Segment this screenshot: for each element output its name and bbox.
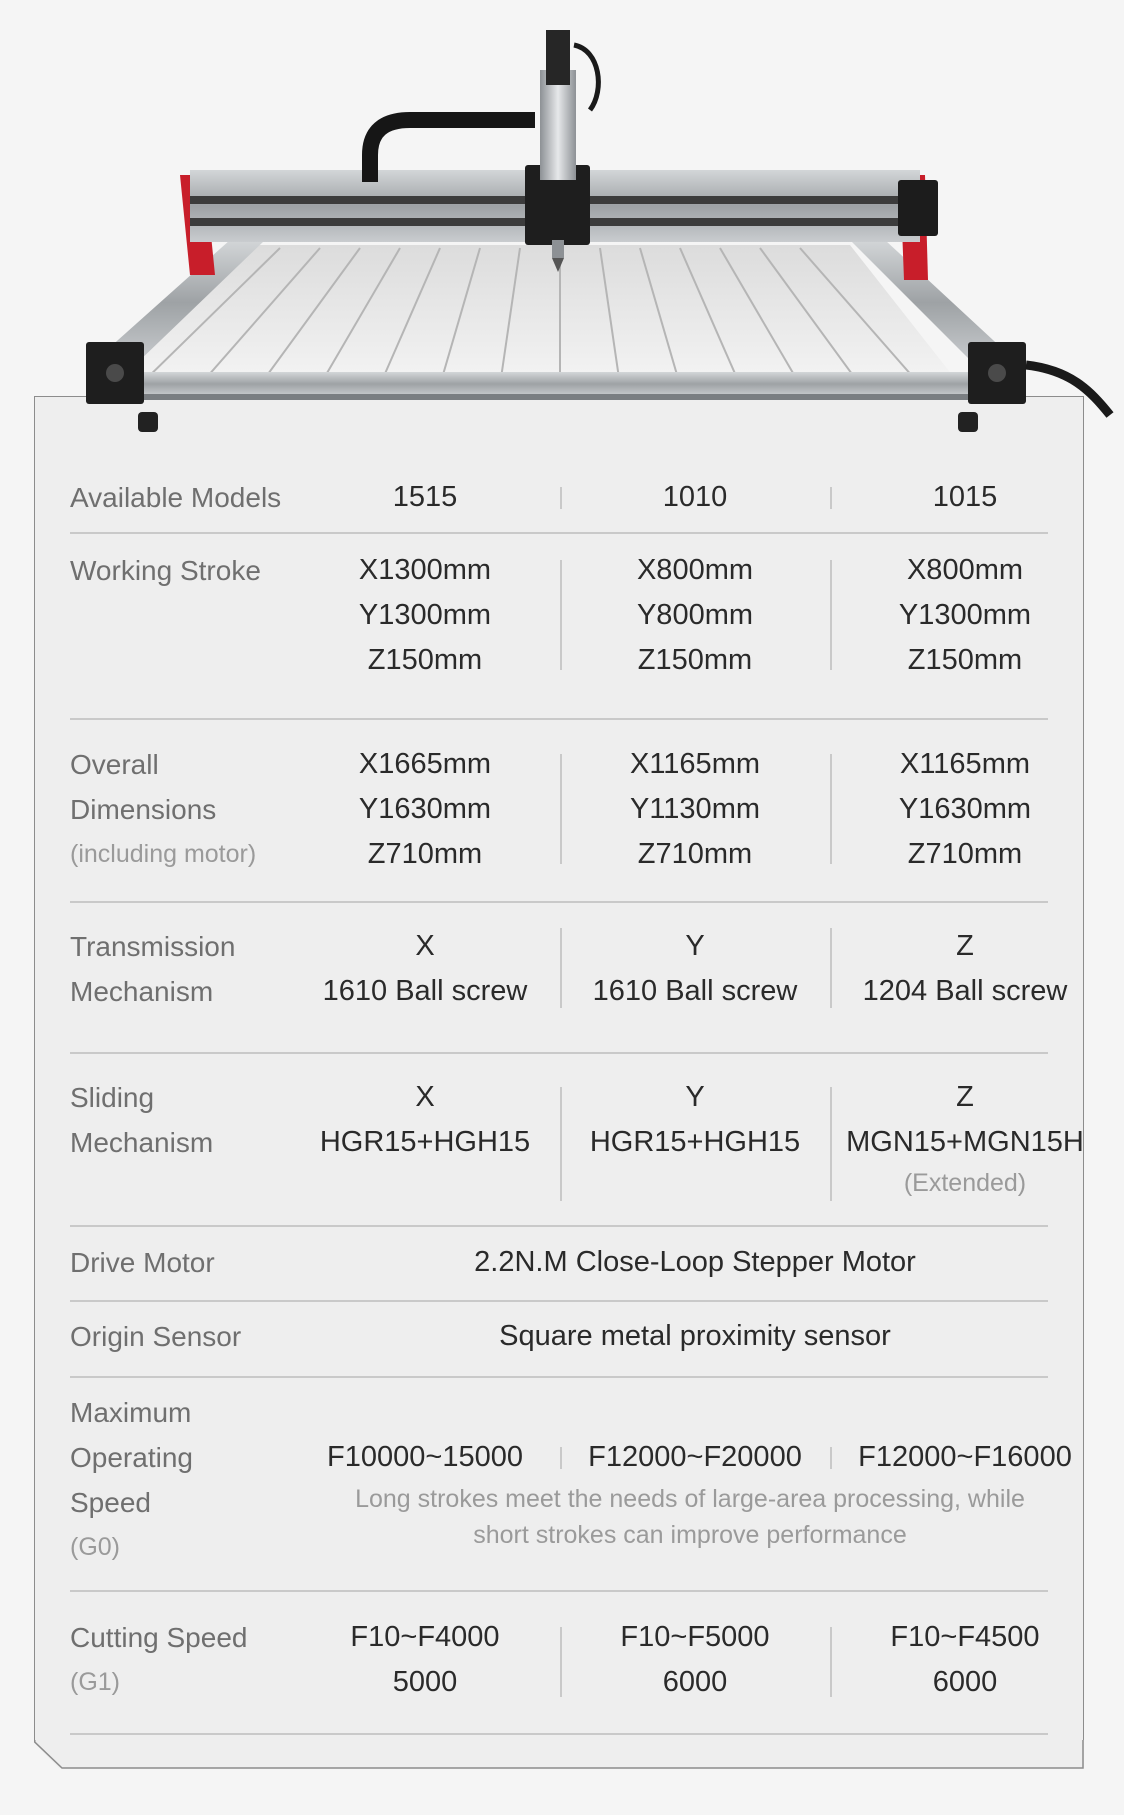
description-line: short strokes can improve performance <box>473 1521 907 1549</box>
cnc-router-machine <box>80 20 1120 450</box>
ball-screw-value: 1610 Ball screw <box>592 975 798 1007</box>
row-divider <box>70 1590 1048 1592</box>
label-overall-dimensions <box>70 742 256 877</box>
maxspeed-1015: F12000~F16000 <box>858 1441 1072 1473</box>
row-working-stroke <box>70 548 1048 688</box>
row-divider <box>70 1376 1048 1378</box>
dims-x: X1665mm <box>358 748 492 780</box>
axis-label: X <box>415 930 435 962</box>
extended-note: (Extended) <box>903 1169 1027 1197</box>
label-working-stroke: Working Stroke <box>70 555 261 586</box>
origin-sensor-value: Square metal proximity sensor <box>499 1320 891 1352</box>
label-origin-sensor: Origin Sensor <box>70 1321 242 1352</box>
transmission-x <box>290 924 560 1014</box>
label-cutting-speed <box>70 1615 247 1705</box>
column-divider <box>560 928 562 1008</box>
stroke-z: Z150mm <box>637 644 753 676</box>
row-divider <box>70 901 1048 903</box>
row-cutting-speed <box>70 1615 1048 1715</box>
cutting-1010 <box>560 1615 830 1705</box>
label-drive-motor: Drive Motor <box>70 1247 215 1278</box>
model-1515: 1515 <box>392 481 458 513</box>
label-line: Maximum <box>70 1397 192 1428</box>
stroke-y: Y1300mm <box>358 599 492 631</box>
column-divider <box>830 487 832 509</box>
cutting-1015 <box>830 1615 1100 1705</box>
drive-motor-value: 2.2N.M Close-Loop Stepper Motor <box>474 1246 916 1278</box>
axis-label: Y <box>685 930 705 962</box>
stroke-y: Y800mm <box>636 599 754 631</box>
row-overall-dimensions <box>70 742 1048 882</box>
cutting-range: F10~F4000 <box>350 1621 500 1653</box>
axis-label: Z <box>956 1081 974 1113</box>
label-sliding-mechanism <box>70 1075 213 1165</box>
column-divider <box>560 1447 562 1469</box>
row-divider <box>70 718 1048 720</box>
row-transmission-mechanism <box>70 924 1068 1034</box>
row-origin-sensor <box>70 1314 1048 1364</box>
stroke-z: Z150mm <box>367 644 483 676</box>
sliding-z <box>830 1075 1100 1201</box>
column-divider <box>560 754 562 864</box>
ball-screw-value: 1204 Ball screw <box>862 975 1068 1007</box>
label-line: Speed <box>70 1487 151 1518</box>
label-line: Cutting Speed <box>70 1622 248 1653</box>
dims-z: Z710mm <box>907 838 1023 870</box>
stroke-1015 <box>830 548 1100 683</box>
dims-1010 <box>560 742 830 877</box>
column-divider <box>830 1087 832 1201</box>
dims-1515 <box>290 742 560 877</box>
speed-description <box>310 1481 1070 1553</box>
column-divider <box>560 560 562 670</box>
stroke-x: X800mm <box>636 554 754 586</box>
sliding-x <box>290 1075 560 1165</box>
row-divider <box>70 1052 1048 1054</box>
label-note: (G0) <box>70 1533 120 1561</box>
axis-label: Y <box>685 1081 705 1113</box>
dims-1015 <box>830 742 1100 877</box>
cutting-1515 <box>290 1615 560 1705</box>
stroke-1515 <box>290 548 560 683</box>
column-divider <box>830 928 832 1008</box>
label-line: Sliding <box>70 1082 155 1113</box>
dims-y: Y1630mm <box>898 793 1032 825</box>
sliding-y <box>560 1075 830 1165</box>
ball-screw-value: 1610 Ball screw <box>322 975 528 1007</box>
model-1010: 1010 <box>662 481 728 513</box>
label-transmission-mechanism <box>70 924 235 1014</box>
dims-y: Y1130mm <box>629 793 761 825</box>
row-divider <box>70 532 1048 534</box>
guide-rail-value: MGN15+MGN15H <box>846 1126 1084 1158</box>
row-divider <box>70 1300 1048 1302</box>
row-drive-motor <box>70 1240 1048 1290</box>
dims-y: Y1630mm <box>358 793 492 825</box>
cutting-max: 5000 <box>392 1666 458 1698</box>
cutting-range: F10~F4500 <box>890 1621 1040 1653</box>
row-divider <box>70 1733 1048 1735</box>
description-line: Long strokes meet the needs of large-area processing, while <box>355 1485 1025 1513</box>
column-divider <box>560 1627 562 1697</box>
guide-rail-value: HGR15+HGH15 <box>319 1126 531 1158</box>
axis-label: X <box>415 1081 435 1113</box>
column-divider <box>560 1087 562 1201</box>
column-divider <box>830 560 832 670</box>
axis-label: Z <box>956 930 974 962</box>
column-divider <box>560 487 562 509</box>
stroke-z: Z150mm <box>907 644 1023 676</box>
dims-x: X1165mm <box>899 748 1031 780</box>
column-divider <box>830 754 832 864</box>
label-line: Operating <box>70 1442 193 1473</box>
maxspeed-1010: F12000~F20000 <box>588 1441 802 1473</box>
cutting-max: 6000 <box>662 1666 728 1698</box>
label-max-operating-speed <box>70 1390 193 1570</box>
stroke-x: X1300mm <box>358 554 492 586</box>
model-1015: 1015 <box>932 481 998 513</box>
cutting-max: 6000 <box>932 1666 998 1698</box>
label-line: Dimensions <box>70 794 217 825</box>
dims-z: Z710mm <box>367 838 483 870</box>
row-sliding-mechanism <box>70 1075 1084 1215</box>
dims-z: Z710mm <box>637 838 753 870</box>
row-divider <box>70 1225 1048 1227</box>
card-bottom-edge <box>34 1740 1084 1770</box>
row-max-operating-speed <box>70 1390 1072 1570</box>
column-divider <box>830 1627 832 1697</box>
column-divider <box>830 1447 832 1469</box>
stroke-x: X800mm <box>906 554 1024 586</box>
dims-x: X1165mm <box>629 748 761 780</box>
label-note: (G1) <box>70 1668 120 1696</box>
label-line: Mechanism <box>70 976 214 1007</box>
maxspeed-1515: F10000~15000 <box>327 1441 523 1473</box>
guide-rail-value: HGR15+HGH15 <box>589 1126 801 1158</box>
transmission-z <box>830 924 1100 1014</box>
stroke-1010 <box>560 548 830 683</box>
row-available-models <box>70 475 1048 525</box>
label-line: Transmission <box>70 931 236 962</box>
transmission-y <box>560 924 830 1014</box>
label-note: (including motor) <box>70 840 257 868</box>
cutting-range: F10~F5000 <box>620 1621 770 1653</box>
label-line: Overall <box>70 749 159 780</box>
label-line: Mechanism <box>70 1127 214 1158</box>
stroke-y: Y1300mm <box>898 599 1032 631</box>
label-available-models: Available Models <box>70 482 282 513</box>
